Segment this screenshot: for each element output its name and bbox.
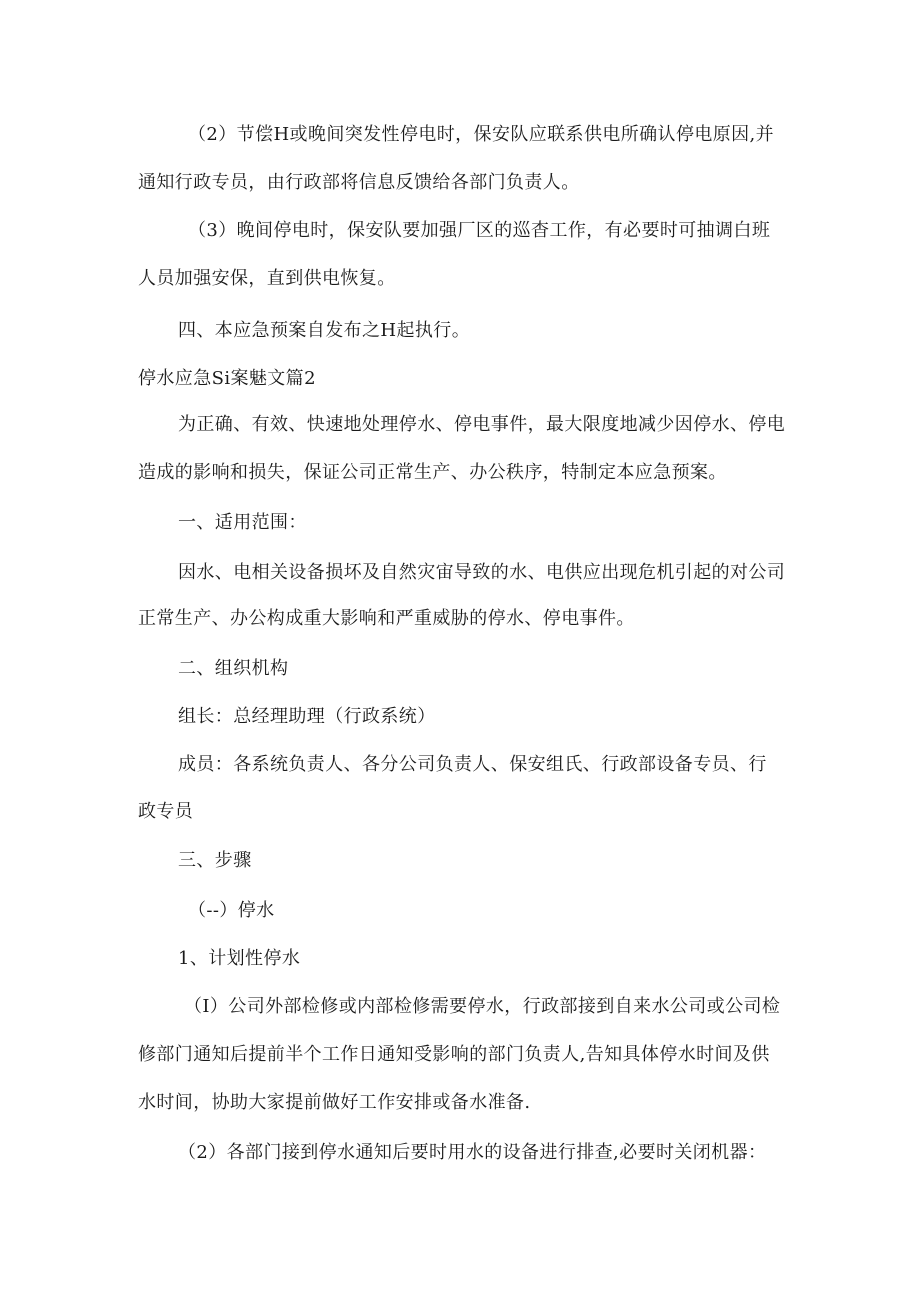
text-line-9: 一、适用范围： <box>178 512 307 533</box>
text-line-19: （I）公司外部检修或内部检修需要停水，行政部接到自来水公司或公司检 <box>184 996 781 1017</box>
text-line-7: 为正确、有效、快速地处理停水、停电事件，最大限度地减少因停水、停电 <box>178 414 786 435</box>
text-line-13: 组长：总经理助理（行政系统） <box>178 706 436 727</box>
text-line-17: （--）停水 <box>188 900 275 921</box>
text-line-4: 人员加强安保，直到供电恢复。 <box>138 268 396 289</box>
text-line-10: 因水、电相关设备损坏及自然灾宙导致的水、电供应出现危机引起的对公司 <box>178 562 786 583</box>
text-line-15: 政专员 <box>138 801 194 822</box>
text-line-20: 修部门通知后提前半个工作日通知受影响的部门负责人,告知具体停水时间及供 <box>138 1044 770 1065</box>
text-line-12: 二、组织机构 <box>178 658 289 679</box>
text-line-5: 四、本应急预案自发布之H起执行。 <box>178 320 471 341</box>
text-line-8: 造成的影响和损失，保证公司正常生产、办公秩序，特制定本应急预案。 <box>138 462 727 483</box>
text-line-22: （2）各部门接到停水通知后要时用水的设备进行排查,必要时关闭机器： <box>178 1142 767 1163</box>
text-line-16: 三、步骤 <box>178 850 252 871</box>
text-line-21: 水时间，协助大家提前做好工作安排或备水准备. <box>138 1092 531 1113</box>
text-line-14: 成员：各系统负责人、各分公司负责人、保安组氏、行政部设备专员、行 <box>178 754 767 775</box>
section-heading: 停水应急Si案魅文篇2 <box>138 368 316 389</box>
text-line-3: （3）晚间停电时，保安队要加强厂区的巡杳工作，有必要时可抽调白班 <box>188 220 771 241</box>
text-line-11: 正常生产、办公构成重大影响和严重威胁的停水、停电事件。 <box>138 608 635 629</box>
text-line-18: 1、计划性停水 <box>178 948 301 969</box>
text-line-1: （2）节偿H或晚间突发性停电时，保安队应联系供电所确认停电原因,并 <box>188 124 775 145</box>
text-line-2: 通知行政专员，由行政部将信息反馈给各部门负责人。 <box>138 172 580 193</box>
